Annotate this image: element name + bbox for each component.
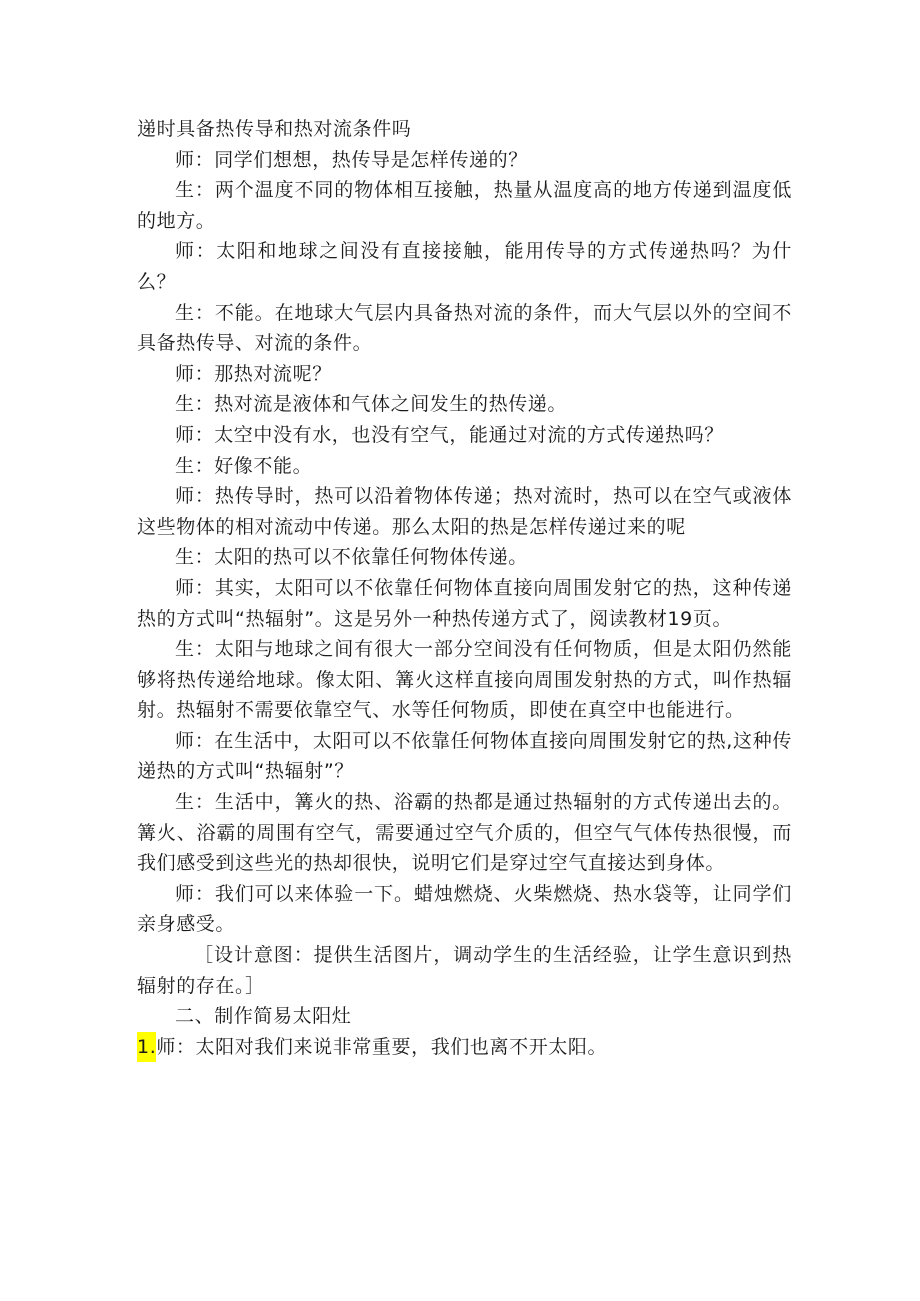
paragraph-student-answer: 生：不能。在地球大气层内具备热对流的条件，而大气层以外的空间不具备热传导、对流的条件。: [137, 301, 792, 355]
item-text: 师：太阳对我们来说非常重要，我们也离不开太阳。: [156, 1035, 608, 1058]
paragraph-student-answer: 生：好像不能。: [175, 454, 313, 477]
paragraph-teacher-question: 师：那热对流呢？: [175, 362, 332, 385]
paragraph-teacher-question: 师：热传导时，热可以沿着物体传递；热对流时，热可以在空气或液体这些物体的相对流动中传递。那么太阳的热是怎样传递过来的呢: [137, 485, 792, 538]
paragraph-teacher-question: 师：在生活中，太阳可以不依靠任何物体直接向周围发射它的热,这种传递热的方式叫“热辐射”？: [137, 729, 792, 783]
document-body: [137, 114, 792, 1062]
paragraph-continuation: 递时具备热传导和热对流条件吗: [137, 118, 412, 140]
paragraph-teacher-question: 师：太空中没有水，也没有空气，能通过对流的方式传递热吗？: [175, 423, 724, 446]
paragraph-teacher-question: 师：太阳和地球之间没有直接接触，能用传导的方式传递热吗？为什么？: [137, 240, 792, 293]
numbered-item: [137, 1032, 792, 1063]
paragraph-teacher-activity: 师：我们可以来体验一下。蜡烛燃烧、火柴燃烧、热水袋等，让同学们亲身感受。: [137, 882, 792, 936]
paragraph-student-answer: 生：两个温度不同的物体相互接触，热量从温度高的地方传递到温度低的地方。: [137, 179, 792, 232]
paragraph-teacher-question: 师：同学们想想，热传导是怎样传递的？: [175, 148, 528, 171]
item-number-highlight: 1.: [137, 1032, 156, 1063]
section-heading: 二、制作简易太阳灶: [175, 1005, 352, 1028]
paragraph-student-answer: 生：生活中，篝火的热、浴霸的热都是通过热辐射的方式传递出去的。篝火、浴霸的周围有空气，需要通过空气介质的，但空气气体传热很慢，而我们感受到这些光的热却很快，说明它们是穿过空气直接达到身体。: [137, 791, 792, 875]
paragraph-student-answer: 生：热对流是液体和气体之间发生的热传递。: [175, 393, 568, 416]
paragraph-student-answer: 生：太阳与地球之间有很大一部分空间没有任何物质，但是太阳仍然能够将热传递给地球。像太阳、篝火这样直接向周围发射热的方式，叫作热辐射。热辐射不需要依靠空气、水等任何物质，即使在真空中也能进行。: [137, 638, 792, 722]
paragraph-student-answer: 生：太阳的热可以不依靠任何物体传递。: [175, 546, 528, 569]
paragraph-teacher-explanation: 师：其实，太阳可以不依靠任何物体直接向周围发射它的热，这种传递热的方式叫“热辐射”。这是另外一种热传递方式了，阅读教材19页。: [137, 576, 792, 630]
design-intent-note: ［设计意图：提供生活图片，调动学生的生活经验，让学生意识到热辐射的存在。］: [137, 944, 792, 997]
